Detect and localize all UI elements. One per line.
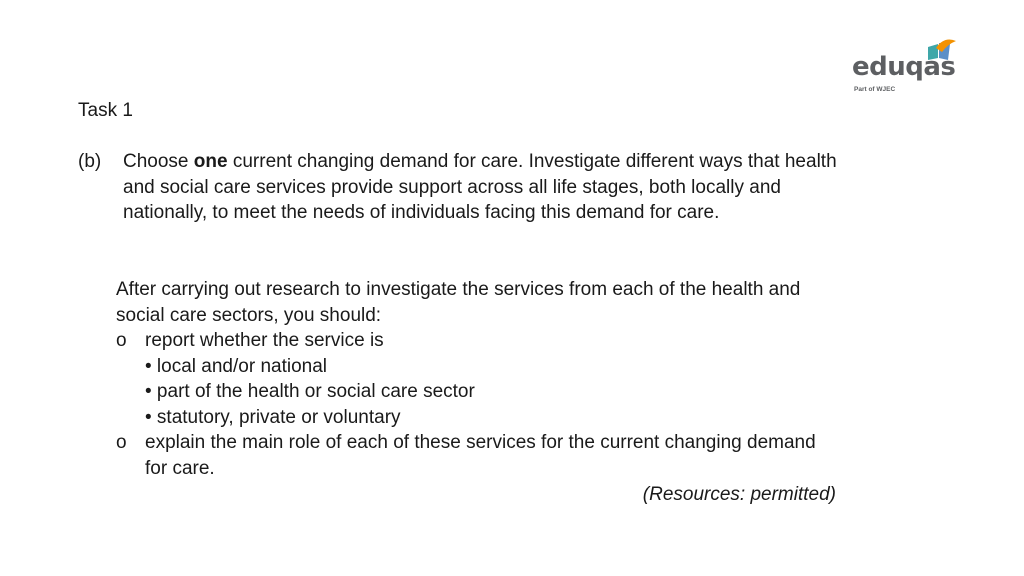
resources-note: (Resources: permitted) [642,484,836,505]
logo-subtext: Part of WJEC [854,86,896,93]
sub-item: • part of the health or social care sector [145,381,475,403]
part-rest: current changing demand for care. Investigate different ways that health and social care services provide support across all life stages, both locally and nationally, to meet the needs of individuals facing this demand for care. [123,151,837,224]
list-item [116,430,836,481]
part-prefix: Choose [123,151,194,172]
part-instruction [123,149,843,226]
sub-item: • statutory, private or voluntary [145,406,401,428]
list-marker: o [116,432,127,454]
list-item [116,328,836,430]
list-marker: o [116,330,127,351]
sub-item: • local and/or national [145,355,327,377]
task-title: Task 1 [78,100,133,121]
list-item-text: explain the main role of each of these services for the current changing demand for care. [145,432,816,479]
after-research-text: After carrying out research to investigate the services from each of the health and social care sectors, you should: [116,279,801,326]
logo-wordmark: eduqas [852,52,956,82]
part-label: (b) [78,151,102,172]
requirements-list [116,328,836,482]
part-emphasis: one [193,151,228,172]
list-item-text: report whether the service is [145,330,384,351]
